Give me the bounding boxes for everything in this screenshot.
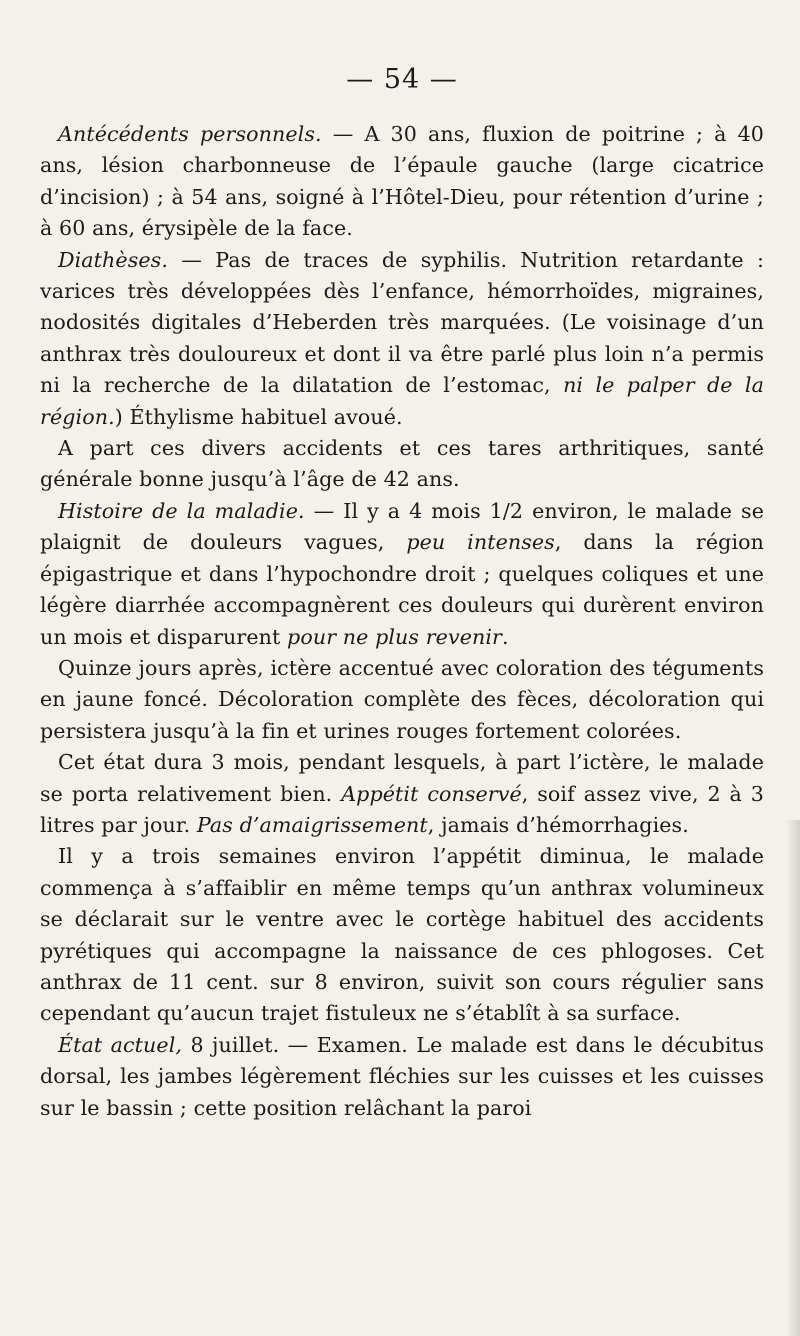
section-heading-history: Histoire de la maladie. bbox=[58, 498, 305, 523]
paragraph-text: , soif assez vive, 2 à 3 litres par jour. bbox=[40, 781, 764, 837]
paragraph-text: — Pas de traces de syphilis. Nutrition retardante : varices très développées dès l’enfance, hémorrhoïdes, migraines, nodosités digitales d’Heberden très marquées. (Le voisinage d’un anthrax très douloureux et dont il va être parlé plus loin n’a permis ni la recherche de la dilatation de l’estomac, bbox=[40, 247, 764, 398]
paragraph-text: . bbox=[501, 624, 509, 649]
paragraph-text: A part ces divers accidents et ces tares arthritiques, santé générale bonne jusqu’à l’âge de 42 ans. bbox=[40, 436, 764, 492]
paragraph-current-state bbox=[40, 1030, 764, 1124]
paragraph-anthrax bbox=[40, 841, 764, 1029]
paragraph-text: , jamais d’hémorrhagies. bbox=[427, 812, 689, 837]
section-heading-diatheses: Diathèses. bbox=[58, 247, 168, 272]
paragraph-diatheses bbox=[40, 245, 764, 433]
page-edge-shadow bbox=[786, 820, 800, 1336]
page-number: — 54 — bbox=[346, 64, 458, 95]
paragraph-course bbox=[40, 747, 764, 841]
paragraph-icterus bbox=[40, 653, 764, 747]
emphasis-text: Pas d’amaigrissement bbox=[196, 812, 428, 837]
paragraph-text: Quinze jours après, ictère accentué avec coloration des téguments en jaune foncé. Décoloration complète des fèces, décoloration qui persistera jusqu’à la fin et urines rouges fortement colorées. bbox=[40, 655, 764, 743]
paragraph-general-health bbox=[40, 433, 764, 496]
emphasis-text: ni le palper de la région. bbox=[40, 373, 764, 429]
paragraph-text: ) Éthylisme habituel avoué. bbox=[114, 404, 403, 429]
paragraph-text: — Il y a 4 mois 1/2 environ, le malade se plaignit de douleurs vagues, bbox=[40, 498, 764, 555]
paragraph-text: Cet état dura 3 mois, pendant lesquels, à part l’ictère, le malade se porta relativement bien. bbox=[40, 750, 764, 806]
paragraph-text: 8 juillet. — Examen. Le malade est dans le décubitus dorsal, les jambes légèrement fléchies sur les cuisses et les cuisses sur le bassin ; cette position relâchant la paroi bbox=[40, 1032, 764, 1120]
emphasis-text: pour ne plus revenir bbox=[287, 624, 502, 649]
section-heading-current-state: État actuel, bbox=[58, 1032, 183, 1057]
paragraph-text: Il y a trois semaines environ l’appétit diminua, le malade commença à s’affaiblir en même temps qu’un anthrax volumineux se déclarait sur le ventre avec le cortège habituel des accidents pyrétiques qui accompagne la naissance de ces phlogoses. Cet anthrax de 11 cent. sur 8 environ, suivit son cours régulier sans cependant qu’aucun trajet fistuleux ne s’établît à sa surface. bbox=[40, 844, 764, 1026]
paragraph-text: , dans la région épigastrique et dans l’hypochondre droit ; quelques coliques et une légère diarrhée accompagnèrent ces douleurs qui durèrent environ un mois et disparurent bbox=[40, 530, 764, 649]
paragraph-history bbox=[40, 496, 764, 653]
paragraph-antecedents bbox=[40, 119, 764, 245]
emphasis-text: Appétit conservé bbox=[341, 781, 522, 806]
section-heading-antecedents: Antécédents personnels. bbox=[58, 122, 322, 146]
emphasis-text: peu intenses bbox=[406, 530, 555, 555]
paragraph-text: — A 30 ans, fluxion de poitrine ; à 40 ans, lésion charbonneuse de l’épaule gauche (large cicatrice d’incision) ; à 54 ans, soigné à l’Hôtel-Dieu, pour rétention d’urine ; à 60 ans, érysipèle de la face. bbox=[40, 122, 764, 241]
